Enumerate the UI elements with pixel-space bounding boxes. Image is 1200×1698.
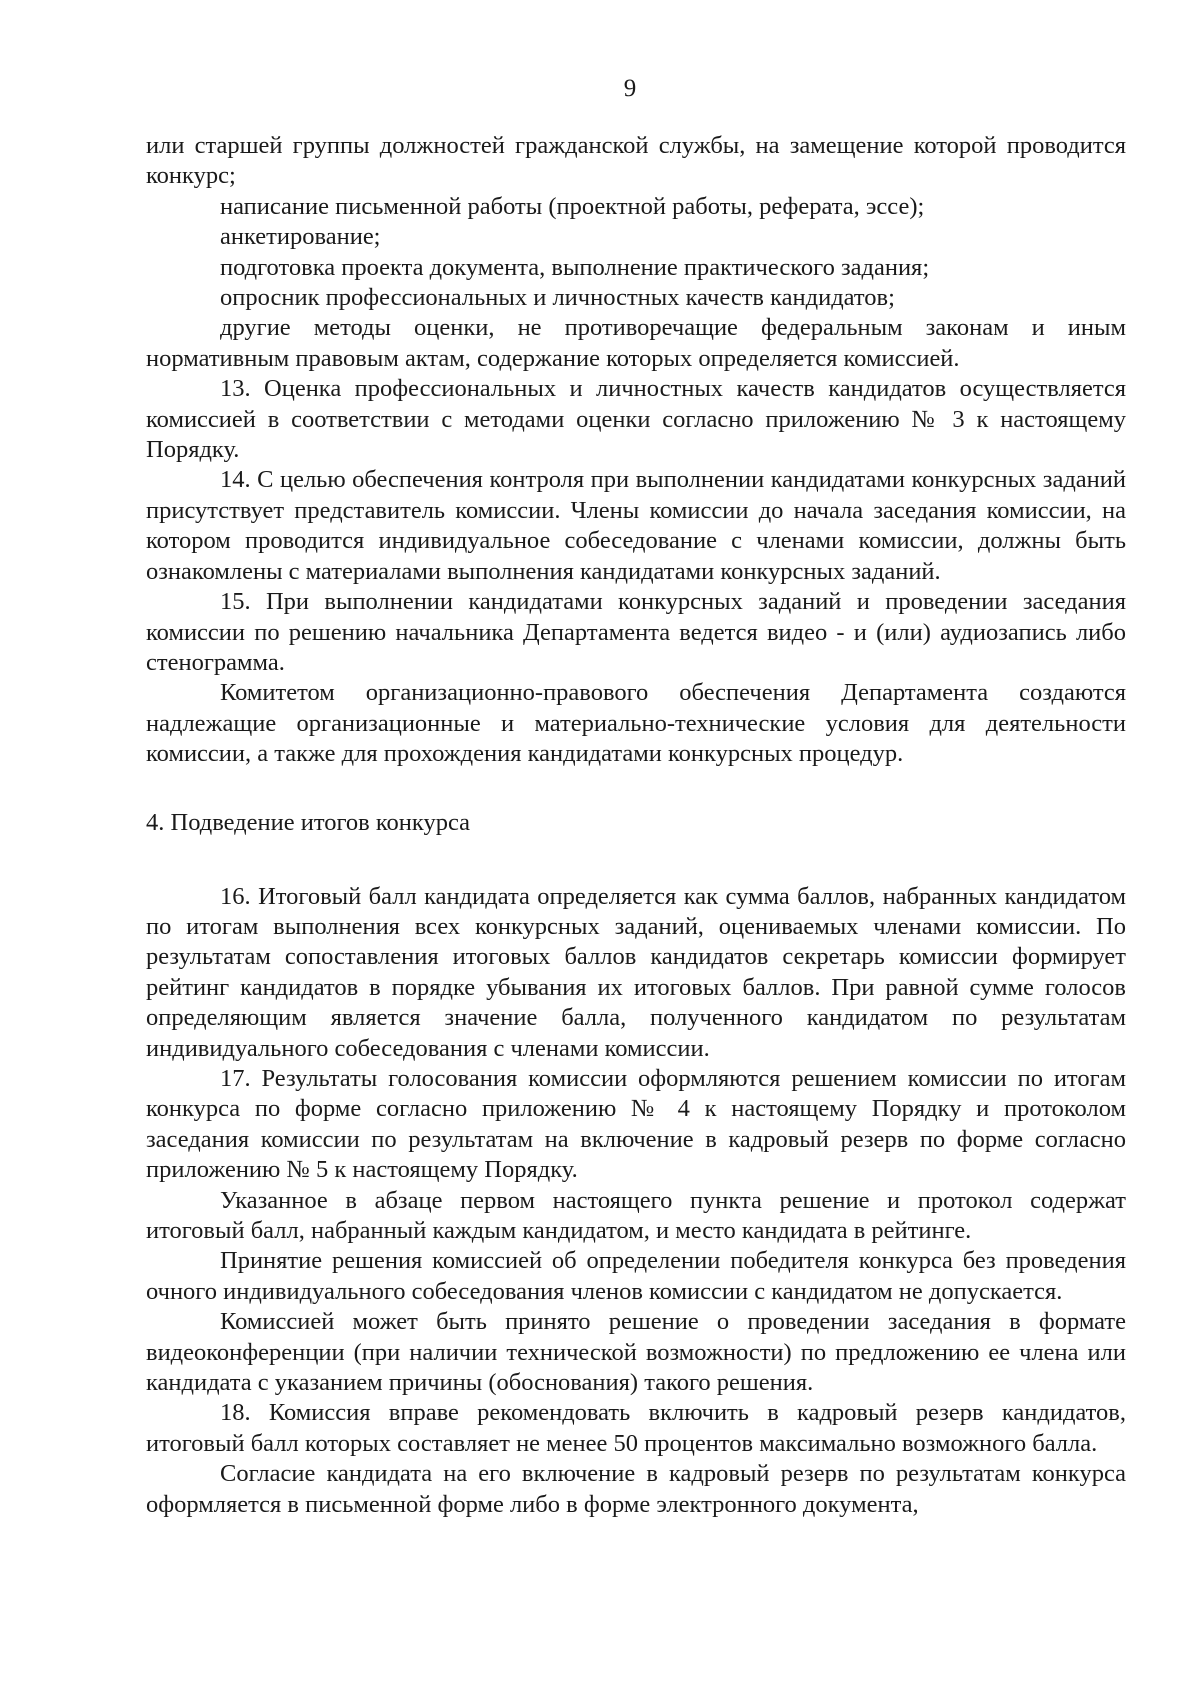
paragraph: Согласие кандидата на его включение в кадровый резерв по результатам конкурса оформляется в письменной форме либо в форме электронного документа,	[146, 1460, 1126, 1518]
page-number: 9	[623, 75, 637, 102]
paragraph: подготовка проекта документа, выполнение практического задания;	[220, 253, 930, 281]
section-heading: 4. Подведение итогов конкурса	[146, 808, 470, 836]
paragraph: 13. Оценка профессиональных и личностных качеств кандидатов осуществляется комиссией в соответствии с методами оценки согласно приложению № 3 к настоящему Порядку.	[146, 375, 1126, 464]
paragraph: 18. Комиссия вправе рекомендовать включить в кадровый резерв кандидатов, итоговый балл которых составляет не менее 50 процентов максимально возможного балла.	[146, 1399, 1126, 1457]
paragraph: 14. С целью обеспечения контроля при выполнении кандидатами конкурсных заданий присутствует представитель комиссии. Члены комиссии до начала заседания комиссии, на котором проводится индивидуальное собеседование с членами комиссии, должны быть ознакомлены с материалами выполнения кандидатами конкурсных заданий.	[146, 466, 1126, 585]
document-body	[146, 131, 1126, 1520]
paragraph: 17. Результаты голосования комиссии оформляются решением комиссии по итогам конкурса по форме согласно приложению № 4 к настоящему Порядку и протоколом заседания комиссии по результатам на включение в кадровый резерв по форме согласно приложению № 5 к настоящему Порядку.	[146, 1064, 1126, 1184]
paragraph: 15. При выполнении кандидатами конкурсных заданий и проведении заседания комиссии по решению начальника Департамента ведется видео - и (или) аудиозапись либо стенограмма.	[146, 588, 1126, 676]
paragraphs-before-section	[146, 131, 1126, 770]
paragraph: другие методы оценки, не противоречащие федеральным законам и иным нормативным правовым актам, содержание которых определяется комиссией.	[146, 314, 1126, 372]
paragraph: Комитетом организационно-правового обеспечения Департамента создаются надлежащие организационные и материально-технические условия для деятельности комиссии, а также для прохождения кандидатами конкурсных процедур.	[146, 679, 1126, 768]
paragraph: Принятие решения комиссией об определении победителя конкурса без проведения очного индивидуального собеседования членов комиссии с кандидатом не допускается.	[146, 1247, 1126, 1305]
paragraphs-after-section	[146, 882, 1126, 1521]
paragraph: анкетирование;	[220, 223, 381, 251]
paragraph: Указанное в абзаце первом настоящего пункта решение и протокол содержат итоговый балл, набранный каждым кандидатом, и место кандидата в рейтинге.	[146, 1186, 1126, 1244]
paragraph: опросник профессиональных и личностных качеств кандидатов;	[220, 284, 895, 312]
paragraph: Комиссией может быть принято решение о проведении заседания в формате видеоконференции (при наличии технической возможности) по предложению ее члена или кандидата с указанием причины (обоснования) такого решения.	[146, 1308, 1126, 1397]
paragraph: или старшей группы должностей гражданской службы, на замещение которой проводится конкурс;	[146, 132, 1126, 190]
paragraph: 16. Итоговый балл кандидата определяется как сумма баллов, набранных кандидатом по итогам выполнения всех конкурсных заданий, оцениваемых членами комиссии. По результатам сопоставления итоговых баллов кандидатов секретарь комиссии формирует рейтинг кандидатов в порядке убывания их итоговых баллов. При равной сумме голосов определяющим является значение балла, полученного кандидатом по результатам индивидуального собеседования с членами комиссии.	[146, 882, 1126, 1062]
paragraph: написание письменной работы (проектной работы, реферата, эссе);	[220, 192, 925, 220]
